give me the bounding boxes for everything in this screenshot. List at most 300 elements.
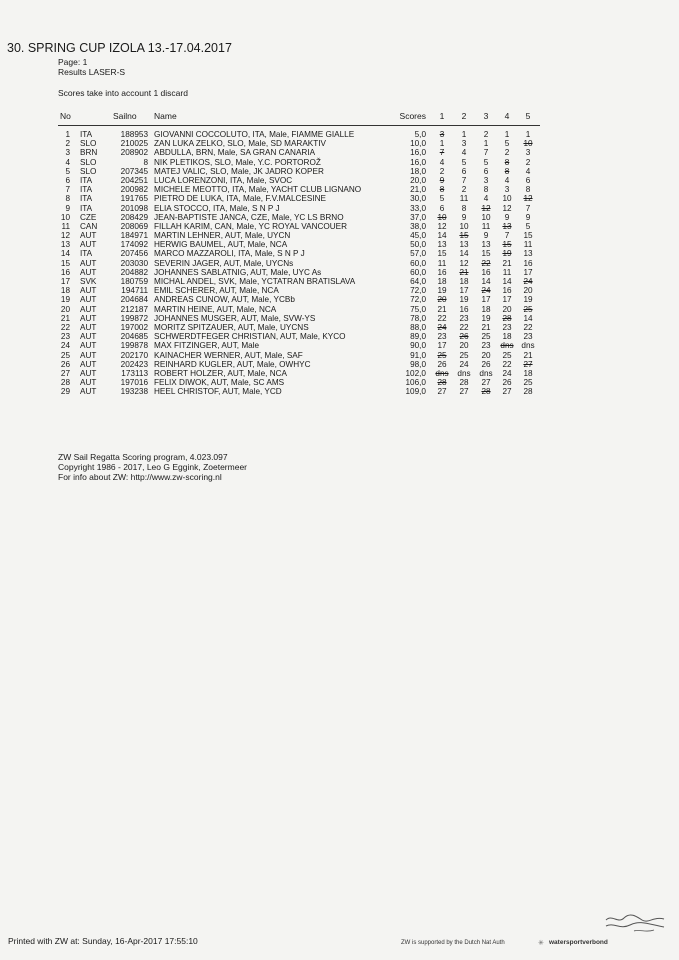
race-3-cell: 22: [481, 258, 491, 268]
race-5-cell: 25: [523, 378, 533, 388]
rank-cell: 8: [65, 194, 70, 204]
copyright: Copyright 1986 - 2017, Leo G Eggink, Zoetermeer: [58, 462, 247, 472]
sailno-cell: 197002: [120, 322, 148, 332]
race-4-cell: 27: [502, 387, 512, 397]
race-2-cell: 28: [459, 378, 469, 388]
score-cell: 20,0: [410, 175, 426, 185]
race-4-cell: 9: [504, 212, 510, 222]
results-table: [0, 130, 679, 396]
race-4-cell: 28: [502, 313, 512, 323]
sailno-cell: 202170: [120, 350, 148, 360]
score-cell: 50,0: [410, 240, 426, 250]
table-row: [0, 240, 679, 249]
rank-cell: 9: [65, 203, 70, 213]
rank-cell: 24: [60, 341, 70, 351]
race-2-cell: 1: [461, 130, 467, 139]
race-3-cell: 20: [481, 350, 491, 360]
race-2-cell: 7: [461, 175, 467, 185]
race-1-cell: 22: [437, 313, 447, 323]
nation-cell: ITA: [80, 203, 93, 213]
race-1-cell: 5: [439, 194, 445, 204]
sailno-cell: 199878: [120, 341, 148, 351]
table-row: [0, 167, 679, 176]
rank-cell: 27: [60, 368, 70, 378]
info-link: For info about ZW: http://www.zw-scoring.nl: [58, 472, 222, 482]
race-4-cell: 3: [504, 185, 510, 195]
name-cell: MICHELE MEOTTO, ITA, Male, YACHT CLUB LIGNANO: [154, 185, 362, 195]
race-2-cell: 4: [461, 148, 467, 158]
race-5-cell: 18: [523, 368, 533, 378]
race-4-cell: 8: [504, 157, 510, 167]
rank-cell: 10: [60, 212, 70, 222]
score-cell: 60,0: [410, 267, 426, 277]
race-3-cell: 25: [481, 332, 491, 342]
nation-cell: SLO: [80, 157, 97, 167]
table-row: [0, 369, 679, 378]
race-3-cell: 18: [481, 304, 491, 314]
results-class: Results LASER-S: [58, 67, 126, 77]
name-cell: MAX FITZINGER, AUT, Male: [154, 341, 260, 351]
nation-cell: SLO: [80, 139, 97, 149]
race-1-cell: 1: [439, 139, 445, 149]
race-4-cell: dns: [500, 341, 514, 351]
race-5-cell: 19: [523, 295, 533, 305]
score-cell: 45,0: [410, 231, 426, 241]
name-cell: ANDREAS CUNOW, AUT, Male, YCBb: [154, 295, 295, 305]
table-row: [0, 314, 679, 323]
race-2-cell: 6: [461, 166, 467, 176]
sailno-cell: 199872: [120, 313, 148, 323]
score-cell: 37,0: [410, 212, 426, 222]
race-1-cell: 10: [437, 212, 447, 222]
score-cell: 72,0: [410, 295, 426, 305]
race-5-cell: 8: [525, 185, 531, 195]
table-row: [0, 148, 679, 157]
race-4-cell: 18: [502, 332, 512, 342]
score-cell: 90,0: [410, 341, 426, 351]
rank-cell: 3: [65, 148, 70, 158]
page-number: Page: 1: [58, 57, 88, 67]
score-cell: 98,0: [410, 359, 426, 369]
race-3-cell: 26: [481, 359, 491, 369]
race-2-cell: 14: [459, 249, 469, 259]
race-1-cell: 3: [439, 130, 445, 139]
score-cell: 38,0: [410, 221, 426, 231]
race-3-cell: 1: [483, 139, 489, 149]
nation-cell: ITA: [80, 194, 93, 204]
sailno-cell: 200982: [120, 185, 148, 195]
table-row: [0, 378, 679, 387]
printed-timestamp: Printed with ZW at: Sunday, 16-Apr-2017 17:55:10: [8, 936, 198, 946]
race-5-cell: 24: [523, 277, 533, 286]
signature-scribble: [604, 912, 666, 934]
race-4-cell: 4: [504, 175, 510, 185]
name-cell: MARTIN HEINE, AUT, Male, NCA: [154, 304, 277, 314]
race-1-cell: 27: [437, 387, 447, 397]
score-cell: 16,0: [410, 148, 426, 158]
nation-cell: AUT: [80, 387, 97, 397]
race-2-cell: 10: [459, 221, 469, 231]
race-3-cell: 14: [481, 277, 491, 286]
race-1-cell: 2: [439, 166, 445, 176]
sailno-cell: 191765: [120, 194, 148, 204]
sailno-cell: 197016: [120, 378, 148, 388]
table-row: [0, 360, 679, 369]
rank-cell: 26: [60, 359, 70, 369]
race-5-cell: 20: [523, 286, 533, 296]
race-4-cell: 1: [504, 130, 510, 139]
nation-cell: AUT: [80, 378, 97, 388]
score-cell: 109,0: [405, 387, 426, 397]
nation-cell: AUT: [80, 267, 97, 277]
col-race-3: 3: [483, 111, 489, 121]
rank-cell: 21: [60, 313, 70, 323]
race-5-cell: 7: [525, 203, 531, 213]
race-2-cell: 12: [459, 258, 469, 268]
name-cell: KAINACHER WERNER, AUT, Male, SAF: [154, 350, 303, 360]
star-icon: ✳: [538, 940, 544, 947]
rank-cell: 29: [60, 387, 70, 397]
col-race-4: 4: [504, 111, 510, 121]
name-cell: JOHANNES SABLATNIG, AUT, Male, UYC As: [154, 267, 322, 277]
score-cell: 89,0: [410, 332, 426, 342]
nation-cell: AUT: [80, 286, 97, 296]
race-1-cell: 26: [437, 359, 447, 369]
race-4-cell: 14: [502, 277, 512, 286]
race-4-cell: 26: [502, 378, 512, 388]
sailno-cell: 193238: [120, 387, 148, 397]
nation-cell: AUT: [80, 322, 97, 332]
race-1-cell: 13: [437, 240, 447, 250]
race-3-cell: 10: [481, 212, 491, 222]
race-2-cell: 5: [461, 157, 467, 167]
race-3-cell: 27: [481, 378, 491, 388]
nation-cell: ITA: [80, 130, 93, 139]
col-no: No: [60, 111, 71, 121]
sailno-cell: 207456: [120, 249, 148, 259]
race-2-cell: 25: [459, 350, 469, 360]
race-2-cell: 11: [459, 194, 469, 204]
nation-cell: AUT: [80, 332, 97, 342]
rank-cell: 5: [65, 166, 70, 176]
race-5-cell: 27: [523, 359, 533, 369]
rank-cell: 19: [60, 295, 70, 305]
race-1-cell: 18: [437, 277, 447, 286]
name-cell: JEAN-BAPTISTE JANCA, CZE, Male, YC LS BRNO: [154, 212, 344, 222]
race-3-cell: 28: [481, 387, 491, 397]
race-2-cell: 2: [461, 185, 467, 195]
race-4-cell: 19: [502, 249, 512, 259]
race-4-cell: 24: [502, 368, 512, 378]
sailno-cell: 208902: [120, 148, 148, 158]
race-2-cell: 15: [459, 231, 469, 241]
score-cell: 18,0: [410, 166, 426, 176]
sailno-cell: 210025: [120, 139, 148, 149]
race-2-cell: 24: [459, 359, 469, 369]
race-1-cell: 19: [437, 286, 447, 296]
nation-cell: SVK: [80, 277, 97, 286]
race-4-cell: 22: [502, 359, 512, 369]
race-2-cell: dns: [457, 368, 471, 378]
rank-cell: 7: [65, 185, 70, 195]
race-2-cell: 26: [459, 332, 469, 342]
score-cell: 5,0: [414, 130, 426, 139]
score-cell: 102,0: [405, 368, 426, 378]
name-cell: SEVERIN JAGER, AUT, Male, UYCNs: [154, 258, 294, 268]
rank-cell: 6: [65, 175, 70, 185]
race-2-cell: 17: [459, 286, 469, 296]
table-row: [0, 268, 679, 277]
table-row: [0, 176, 679, 185]
name-cell: PIETRO DE LUKA, ITA, Male, F.V.MALCESINE: [154, 194, 326, 204]
name-cell: ABDULLA, BRN, Male, SA GRAN CANARIA: [154, 148, 316, 158]
score-cell: 88,0: [410, 322, 426, 332]
rank-cell: 28: [60, 378, 70, 388]
sailno-cell: 204251: [120, 175, 148, 185]
race-4-cell: 13: [502, 221, 512, 231]
race-5-cell: 11: [523, 240, 533, 250]
score-cell: 10,0: [410, 139, 426, 149]
name-cell: NIK PLETIKOS, SLO, Male, Y.C. PORTOROŽ: [154, 157, 321, 167]
name-cell: MORITZ SPITZAUER, AUT, Male, UYCNS: [154, 322, 309, 332]
table-row: [0, 332, 679, 341]
race-5-cell: 2: [525, 157, 531, 167]
score-cell: 16,0: [410, 157, 426, 167]
table-row: [0, 249, 679, 258]
race-4-cell: 21: [502, 258, 512, 268]
race-5-cell: 10: [523, 139, 533, 149]
race-1-cell: dns: [435, 368, 449, 378]
score-cell: 78,0: [410, 313, 426, 323]
sailno-cell: 207345: [120, 166, 148, 176]
rank-cell: 2: [65, 139, 70, 149]
race-3-cell: 17: [481, 295, 491, 305]
score-cell: 57,0: [410, 249, 426, 259]
sailno-cell: 203030: [120, 258, 148, 268]
sailno-cell: 208069: [120, 221, 148, 231]
sailno-cell: 188953: [120, 130, 148, 139]
col-sailno: Sailno: [113, 111, 137, 121]
race-3-cell: 19: [481, 313, 491, 323]
table-row: [0, 158, 679, 167]
name-cell: JOHANNES MUSGER, AUT, Male, SVW-YS: [154, 313, 316, 323]
table-row: [0, 204, 679, 213]
race-3-cell: 7: [483, 148, 489, 158]
race-2-cell: 27: [459, 387, 469, 397]
table-row: [0, 222, 679, 231]
race-5-cell: 28: [523, 387, 533, 397]
table-row: [0, 194, 679, 203]
race-5-cell: dns: [521, 341, 535, 351]
race-5-cell: 12: [523, 194, 533, 204]
nation-cell: AUT: [80, 295, 97, 305]
race-2-cell: 22: [459, 322, 469, 332]
table-row: [0, 387, 679, 396]
race-1-cell: 24: [437, 322, 447, 332]
table-row: [0, 213, 679, 222]
race-3-cell: 15: [481, 249, 491, 259]
rank-cell: 16: [60, 267, 70, 277]
rank-cell: 1: [65, 130, 70, 139]
name-cell: FELIX DIWOK, AUT, Male, SC AMS: [154, 378, 285, 388]
race-5-cell: 15: [523, 231, 533, 241]
race-1-cell: 25: [437, 350, 447, 360]
nation-cell: ITA: [80, 185, 93, 195]
race-2-cell: 21: [459, 267, 469, 277]
race-1-cell: 7: [439, 148, 445, 158]
nation-cell: AUT: [80, 341, 97, 351]
race-5-cell: 6: [525, 175, 531, 185]
document-title: 30. SPRING CUP IZOLA 13.-17.04.2017: [7, 41, 232, 55]
table-row: [0, 305, 679, 314]
col-name: Name: [154, 111, 177, 121]
race-4-cell: 15: [502, 240, 512, 250]
race-1-cell: 11: [437, 258, 447, 268]
race-3-cell: 5: [483, 157, 489, 167]
race-3-cell: 23: [481, 341, 491, 351]
race-4-cell: 10: [502, 194, 512, 204]
race-1-cell: 16: [437, 267, 447, 277]
race-5-cell: 4: [525, 166, 531, 176]
nation-cell: AUT: [80, 258, 97, 268]
race-1-cell: 21: [437, 304, 447, 314]
race-1-cell: 6: [439, 203, 445, 213]
sailno-cell: 208429: [120, 212, 148, 222]
name-cell: ROBERT HOLZER, AUT, Male, NCA: [154, 368, 288, 378]
race-1-cell: 17: [437, 341, 447, 351]
race-2-cell: 23: [459, 313, 469, 323]
race-1-cell: 9: [439, 175, 445, 185]
sailno-cell: 204882: [120, 267, 148, 277]
rank-cell: 13: [60, 240, 70, 250]
race-4-cell: 17: [502, 295, 512, 305]
race-1-cell: 12: [437, 221, 447, 231]
name-cell: SCHWERDTFEGER CHRISTIAN, AUT, Male, KYCO: [154, 332, 346, 342]
race-5-cell: 5: [525, 221, 531, 231]
name-cell: HEEL CHRISTOF, AUT, Male, YCD: [154, 387, 282, 397]
rank-cell: 22: [60, 322, 70, 332]
race-5-cell: 17: [523, 267, 533, 277]
race-2-cell: 9: [461, 212, 467, 222]
race-3-cell: 16: [481, 267, 491, 277]
race-2-cell: 8: [461, 203, 467, 213]
nation-cell: CZE: [80, 212, 97, 222]
race-1-cell: 28: [437, 378, 447, 388]
nation-cell: ITA: [80, 175, 93, 185]
table-row: [0, 277, 679, 286]
race-3-cell: 13: [481, 240, 491, 250]
race-4-cell: 11: [502, 267, 512, 277]
race-3-cell: 11: [481, 221, 491, 231]
col-race-5: 5: [525, 111, 531, 121]
race-5-cell: 13: [523, 249, 533, 259]
name-cell: EMIL SCHERER, AUT, Male, NCA: [154, 286, 279, 296]
rank-cell: 23: [60, 332, 70, 342]
race-3-cell: 2: [483, 130, 489, 139]
name-cell: HERWIG BAUMEL, AUT, Male, NCA: [154, 240, 288, 250]
race-4-cell: 25: [502, 350, 512, 360]
name-cell: MARTIN LEHNER, AUT, Male, UYCN: [154, 231, 291, 241]
table-row: [0, 323, 679, 332]
rank-cell: 17: [60, 277, 70, 286]
rank-cell: 20: [60, 304, 70, 314]
rank-cell: 12: [60, 231, 70, 241]
nation-cell: AUT: [80, 350, 97, 360]
race-4-cell: 20: [502, 304, 512, 314]
race-5-cell: 1: [525, 130, 531, 139]
rank-cell: 11: [61, 221, 70, 231]
nation-cell: AUT: [80, 313, 97, 323]
table-row: [0, 286, 679, 295]
col-race-2: 2: [461, 111, 467, 121]
race-2-cell: 18: [459, 277, 469, 286]
race-5-cell: 22: [523, 322, 533, 332]
discard-note: Scores take into account 1 discard: [58, 88, 188, 98]
race-5-cell: 14: [523, 313, 533, 323]
nation-cell: AUT: [80, 368, 97, 378]
name-cell: MATEJ VALIC, SLO, Male, JK JADRO KOPER: [154, 166, 324, 176]
race-4-cell: 16: [502, 286, 512, 296]
sailno-cell: 174092: [120, 240, 148, 250]
name-cell: MICHAL ANDEL, SVK, Male, YCTATRAN BRATISLAVA: [154, 277, 356, 286]
race-4-cell: 23: [502, 322, 512, 332]
race-4-cell: 12: [502, 203, 512, 213]
race-4-cell: 8: [504, 166, 510, 176]
race-5-cell: 3: [525, 148, 531, 158]
race-1-cell: 14: [437, 231, 447, 241]
race-2-cell: 19: [459, 295, 469, 305]
race-4-cell: 7: [504, 231, 510, 241]
race-5-cell: 16: [523, 258, 533, 268]
col-scores: Scores: [399, 111, 426, 121]
sailno-cell: 201098: [120, 203, 148, 213]
race-3-cell: dns: [479, 368, 493, 378]
watersportverbond-logo: watersportverbond: [549, 939, 608, 946]
score-cell: 91,0: [410, 350, 426, 360]
table-row: [0, 185, 679, 194]
name-cell: ELIA STOCCO, ITA, Male, S N P J: [154, 203, 280, 213]
col-race-1: 1: [439, 111, 445, 121]
rank-cell: 14: [60, 249, 70, 259]
race-5-cell: 9: [525, 212, 531, 222]
sailno-cell: 212187: [120, 304, 148, 314]
race-1-cell: 15: [437, 249, 447, 259]
table-row: [0, 139, 679, 148]
name-cell: FILLAH KARIM, CAN, Male, YC ROYAL VANCOUER: [154, 221, 348, 231]
sailno-cell: 180759: [120, 277, 148, 286]
nation-cell: AUT: [80, 240, 97, 250]
race-2-cell: 20: [459, 341, 469, 351]
sailno-cell: 204685: [120, 332, 148, 342]
rank-cell: 15: [60, 258, 70, 268]
race-5-cell: 23: [523, 332, 533, 342]
nation-cell: CAN: [80, 221, 98, 231]
race-1-cell: 23: [437, 332, 447, 342]
race-3-cell: 6: [483, 166, 489, 176]
race-5-cell: 25: [523, 304, 533, 314]
sailno-cell: 202423: [120, 359, 148, 369]
rank-cell: 25: [60, 350, 70, 360]
program-info: ZW Sail Regatta Scoring program, 4.023.097: [58, 452, 228, 462]
rank-cell: 4: [65, 157, 70, 167]
support-note: ZW is supported by the Dutch Nat Auth: [401, 940, 505, 946]
score-cell: 30,0: [410, 194, 426, 204]
score-cell: 106,0: [405, 378, 426, 388]
sailno-cell: 204684: [120, 295, 148, 305]
table-row: [0, 295, 679, 304]
table-row: [0, 341, 679, 350]
nation-cell: SLO: [80, 166, 97, 176]
